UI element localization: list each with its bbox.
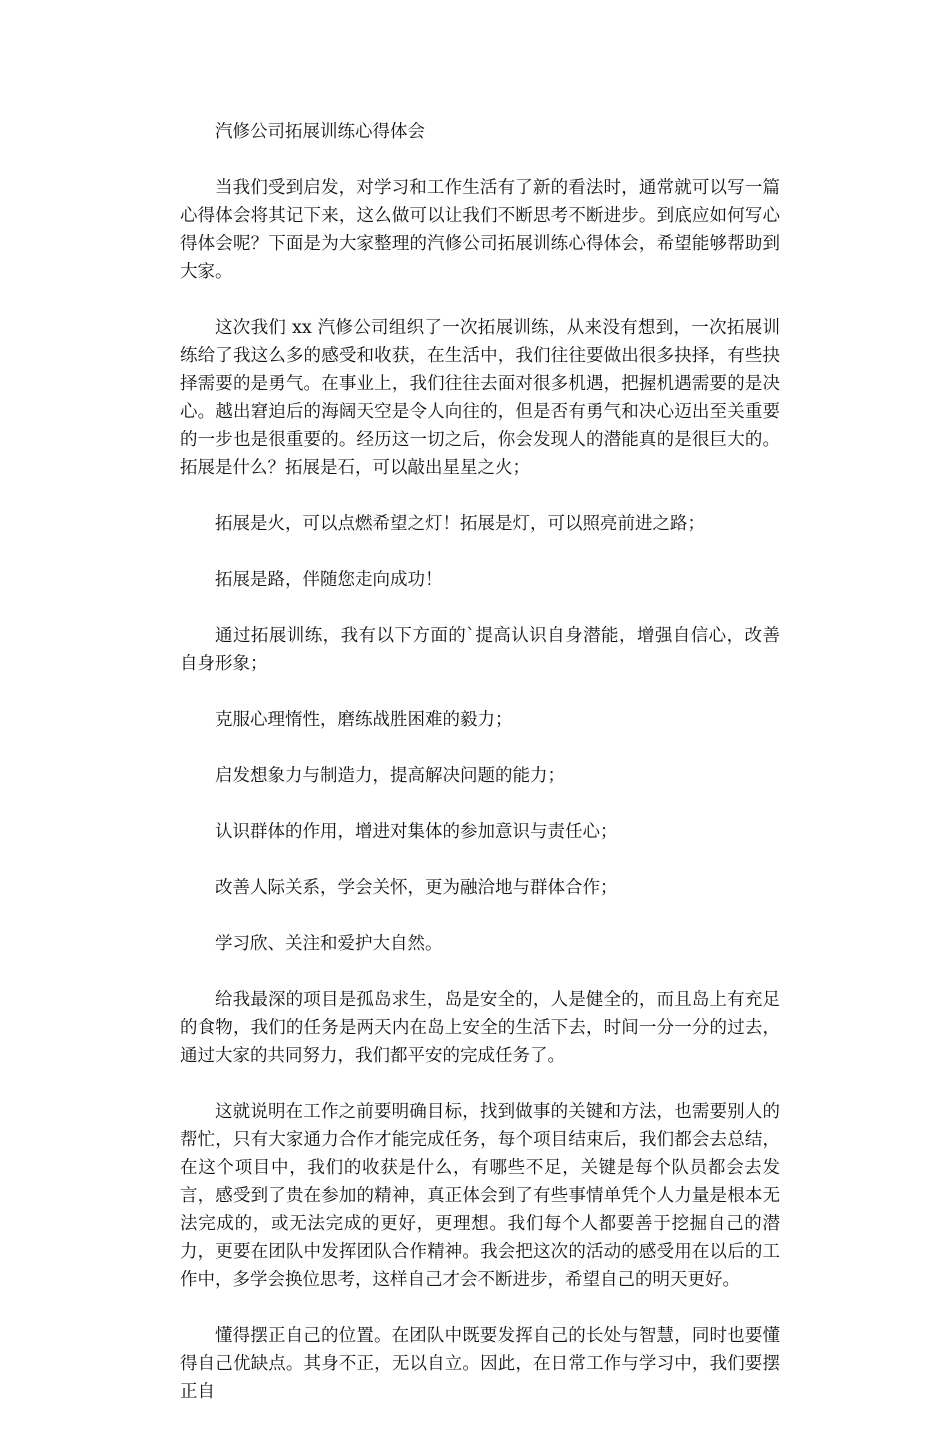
paragraph-goals: 这就说明在工作之前要明确目标，找到做事的关键和方法，也需要别人的帮忙，只有大家通力合作才能完成任务，每个项目结束后，我们都会去总结，在这个项目中，我们的收获是什么，有哪些不足，关键是每个队员都会去发言，感受到了贵在参加的精神，真正体会到了有些事情单凭个人力量是根本无法完成的，或无法完成的更好，更理想。我们每个人都要善于挖掘自己的潜力，更要在团队中发挥团队合作精神。我会把这次的活动的感受用在以后的工作中，多学会换位思考，这样自己才会不断进步，希望自己的明天更好。 bbox=[180, 1102, 780, 1290]
paragraph-group: 认识群体的作用，增进对集体的参加意识与责任心； bbox=[215, 822, 618, 842]
paragraph-relations: 改善人际关系，学会关怀，更为融洽地与群体合作； bbox=[215, 878, 618, 898]
paragraph-overcome: 克服心理惰性，磨练战胜困难的毅力； bbox=[215, 710, 513, 730]
document-title: 汽修公司拓展训练心得体会 bbox=[215, 122, 425, 142]
paragraph-island: 给我最深的项目是孤岛求生，岛是安全的，人是健全的，而且岛上有充足的食物，我们的任务是两天内在岛上安全的生活下去，时间一分一分的过去，通过大家的共同努力，我们都平安的完成任务了。 bbox=[180, 990, 780, 1066]
document-page bbox=[180, 118, 780, 1434]
paragraph-imagination: 启发想象力与制造力，提高解决问题的能力； bbox=[215, 766, 565, 786]
paragraph-improvements: 通过拓展训练，我有以下方面的`提高认识自身潜能，增强自信心，改善自身形象； bbox=[180, 626, 780, 674]
paragraph-position: 懂得摆正自己的位置。在团队中既要发挥自己的长处与智慧，同时也要懂得自己优缺点。其身不正，无以自立。因此，在日常工作与学习中，我们要摆正自 bbox=[180, 1326, 780, 1402]
paragraph-intro: 当我们受到启发，对学习和工作生活有了新的看法时，通常就可以写一篇心得体会将其记下来，这么做可以让我们不断思考不断进步。到底应如何写心得体会呢？下面是为大家整理的汽修公司拓展训练心得体会，希望能够帮助到大家。 bbox=[180, 178, 780, 282]
paragraph-fire: 拓展是火，可以点燃希望之灯！拓展是灯，可以照亮前进之路； bbox=[215, 514, 705, 534]
paragraph-training: 这次我们 xx 汽修公司组织了一次拓展训练，从来没有想到，一次拓展训练给了我这么多的感受和收获，在生活中，我们往往要做出很多抉择，有些抉择需要的是勇气。在事业上，我们往往去面对很多机遇，把握机遇需要的是决心。越出窘迫后的海阔天空是令人向往的，但是否有勇气和决心迈出至关重要的一步也是很重要的。经历这一切之后，你会发现人的潜能真的是很巨大的。拓展是什么？拓展是石，可以敲出星星之火； bbox=[180, 318, 780, 478]
paragraph-nature: 学习欣、关注和爱护大自然。 bbox=[215, 934, 443, 954]
paragraph-road: 拓展是路，伴随您走向成功！ bbox=[215, 570, 443, 590]
